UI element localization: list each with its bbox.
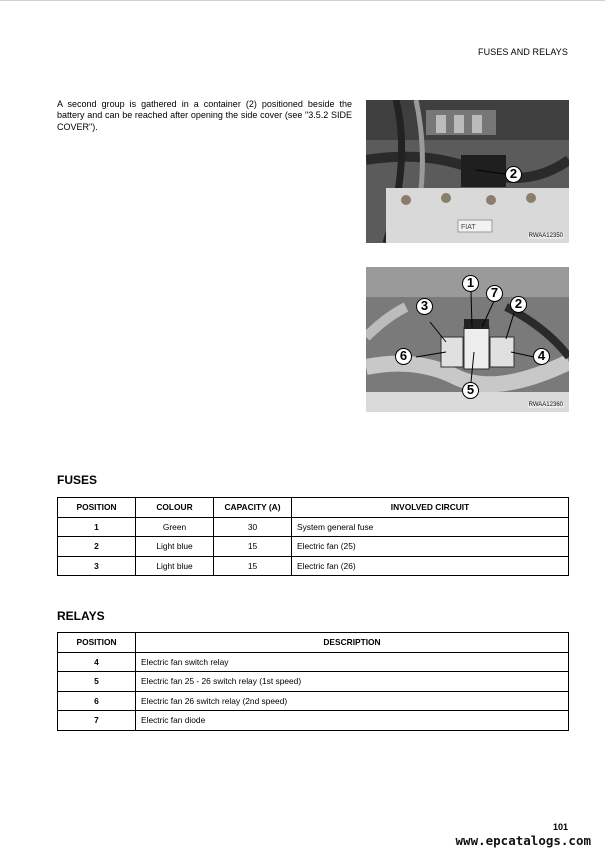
table-row (58, 556, 569, 576)
table-row (58, 672, 569, 692)
table-cell: Light blue (136, 537, 214, 557)
column-header: POSITION (58, 498, 136, 518)
table-cell: 1 (58, 517, 136, 537)
callout-3: 3 (416, 298, 433, 315)
table-cell: Electric fan diode (136, 711, 569, 731)
table-row (58, 517, 569, 537)
table-cell: Electric fan 25 - 26 switch relay (1st speed) (136, 672, 569, 692)
table-row (58, 711, 569, 731)
intro-paragraph: A second group is gathered in a container (2) positioned beside the battery and can be reached after opening the side cover (see "3.5.2 SIDE COVER"). (57, 99, 352, 132)
column-header: CAPACITY (A) (214, 498, 292, 518)
table-cell: 15 (214, 556, 292, 576)
relays-heading: RELAYS (57, 609, 105, 623)
table-cell: 15 (214, 537, 292, 557)
table-row (58, 652, 569, 672)
table-cell: 3 (58, 556, 136, 576)
table-header-row (58, 498, 569, 518)
callout-2: 2 (505, 166, 522, 183)
page-number: 101 (552, 822, 568, 832)
table-header-row (58, 633, 569, 653)
table-cell: Green (136, 517, 214, 537)
table-cell: Electric fan (26) (292, 556, 569, 576)
section-header: FUSES AND RELAYS (478, 47, 568, 57)
callout-4: 4 (533, 348, 550, 365)
fuses-heading: FUSES (57, 473, 98, 487)
relays-table (57, 632, 569, 731)
photo-code: RWAA12350 (528, 233, 563, 239)
callout-2: 2 (510, 296, 527, 313)
column-header: POSITION (58, 633, 136, 653)
fuses-table (57, 497, 569, 576)
column-header: INVOLVED CIRCUIT (292, 498, 569, 518)
battery-brand-label: FIAT (461, 224, 476, 231)
battery-fuse-box-photo (366, 100, 569, 243)
column-header: DESCRIPTION (136, 633, 569, 653)
table-cell: 5 (58, 672, 136, 692)
fuse-relay-closeup-photo (366, 267, 569, 412)
table-cell: Electric fan (25) (292, 537, 569, 557)
table-cell: 4 (58, 652, 136, 672)
table-cell: 6 (58, 691, 136, 711)
table-cell: Light blue (136, 556, 214, 576)
callout-7: 7 (486, 285, 503, 302)
table-row (58, 691, 569, 711)
table-cell: System general fuse (292, 517, 569, 537)
table-cell: 2 (58, 537, 136, 557)
table-cell: 30 (214, 517, 292, 537)
table-cell: Electric fan 26 switch relay (2nd speed) (136, 691, 569, 711)
watermark: www.epcatalogs.com (455, 833, 591, 848)
callout-6: 6 (395, 348, 412, 365)
table-row (58, 537, 569, 557)
callout-1: 1 (462, 275, 479, 292)
top-rule (0, 0, 605, 1)
column-header: COLOUR (136, 498, 214, 518)
photo-code: RWAA12360 (528, 402, 563, 408)
table-cell: Electric fan switch relay (136, 652, 569, 672)
callout-5: 5 (462, 382, 479, 399)
table-cell: 7 (58, 711, 136, 731)
